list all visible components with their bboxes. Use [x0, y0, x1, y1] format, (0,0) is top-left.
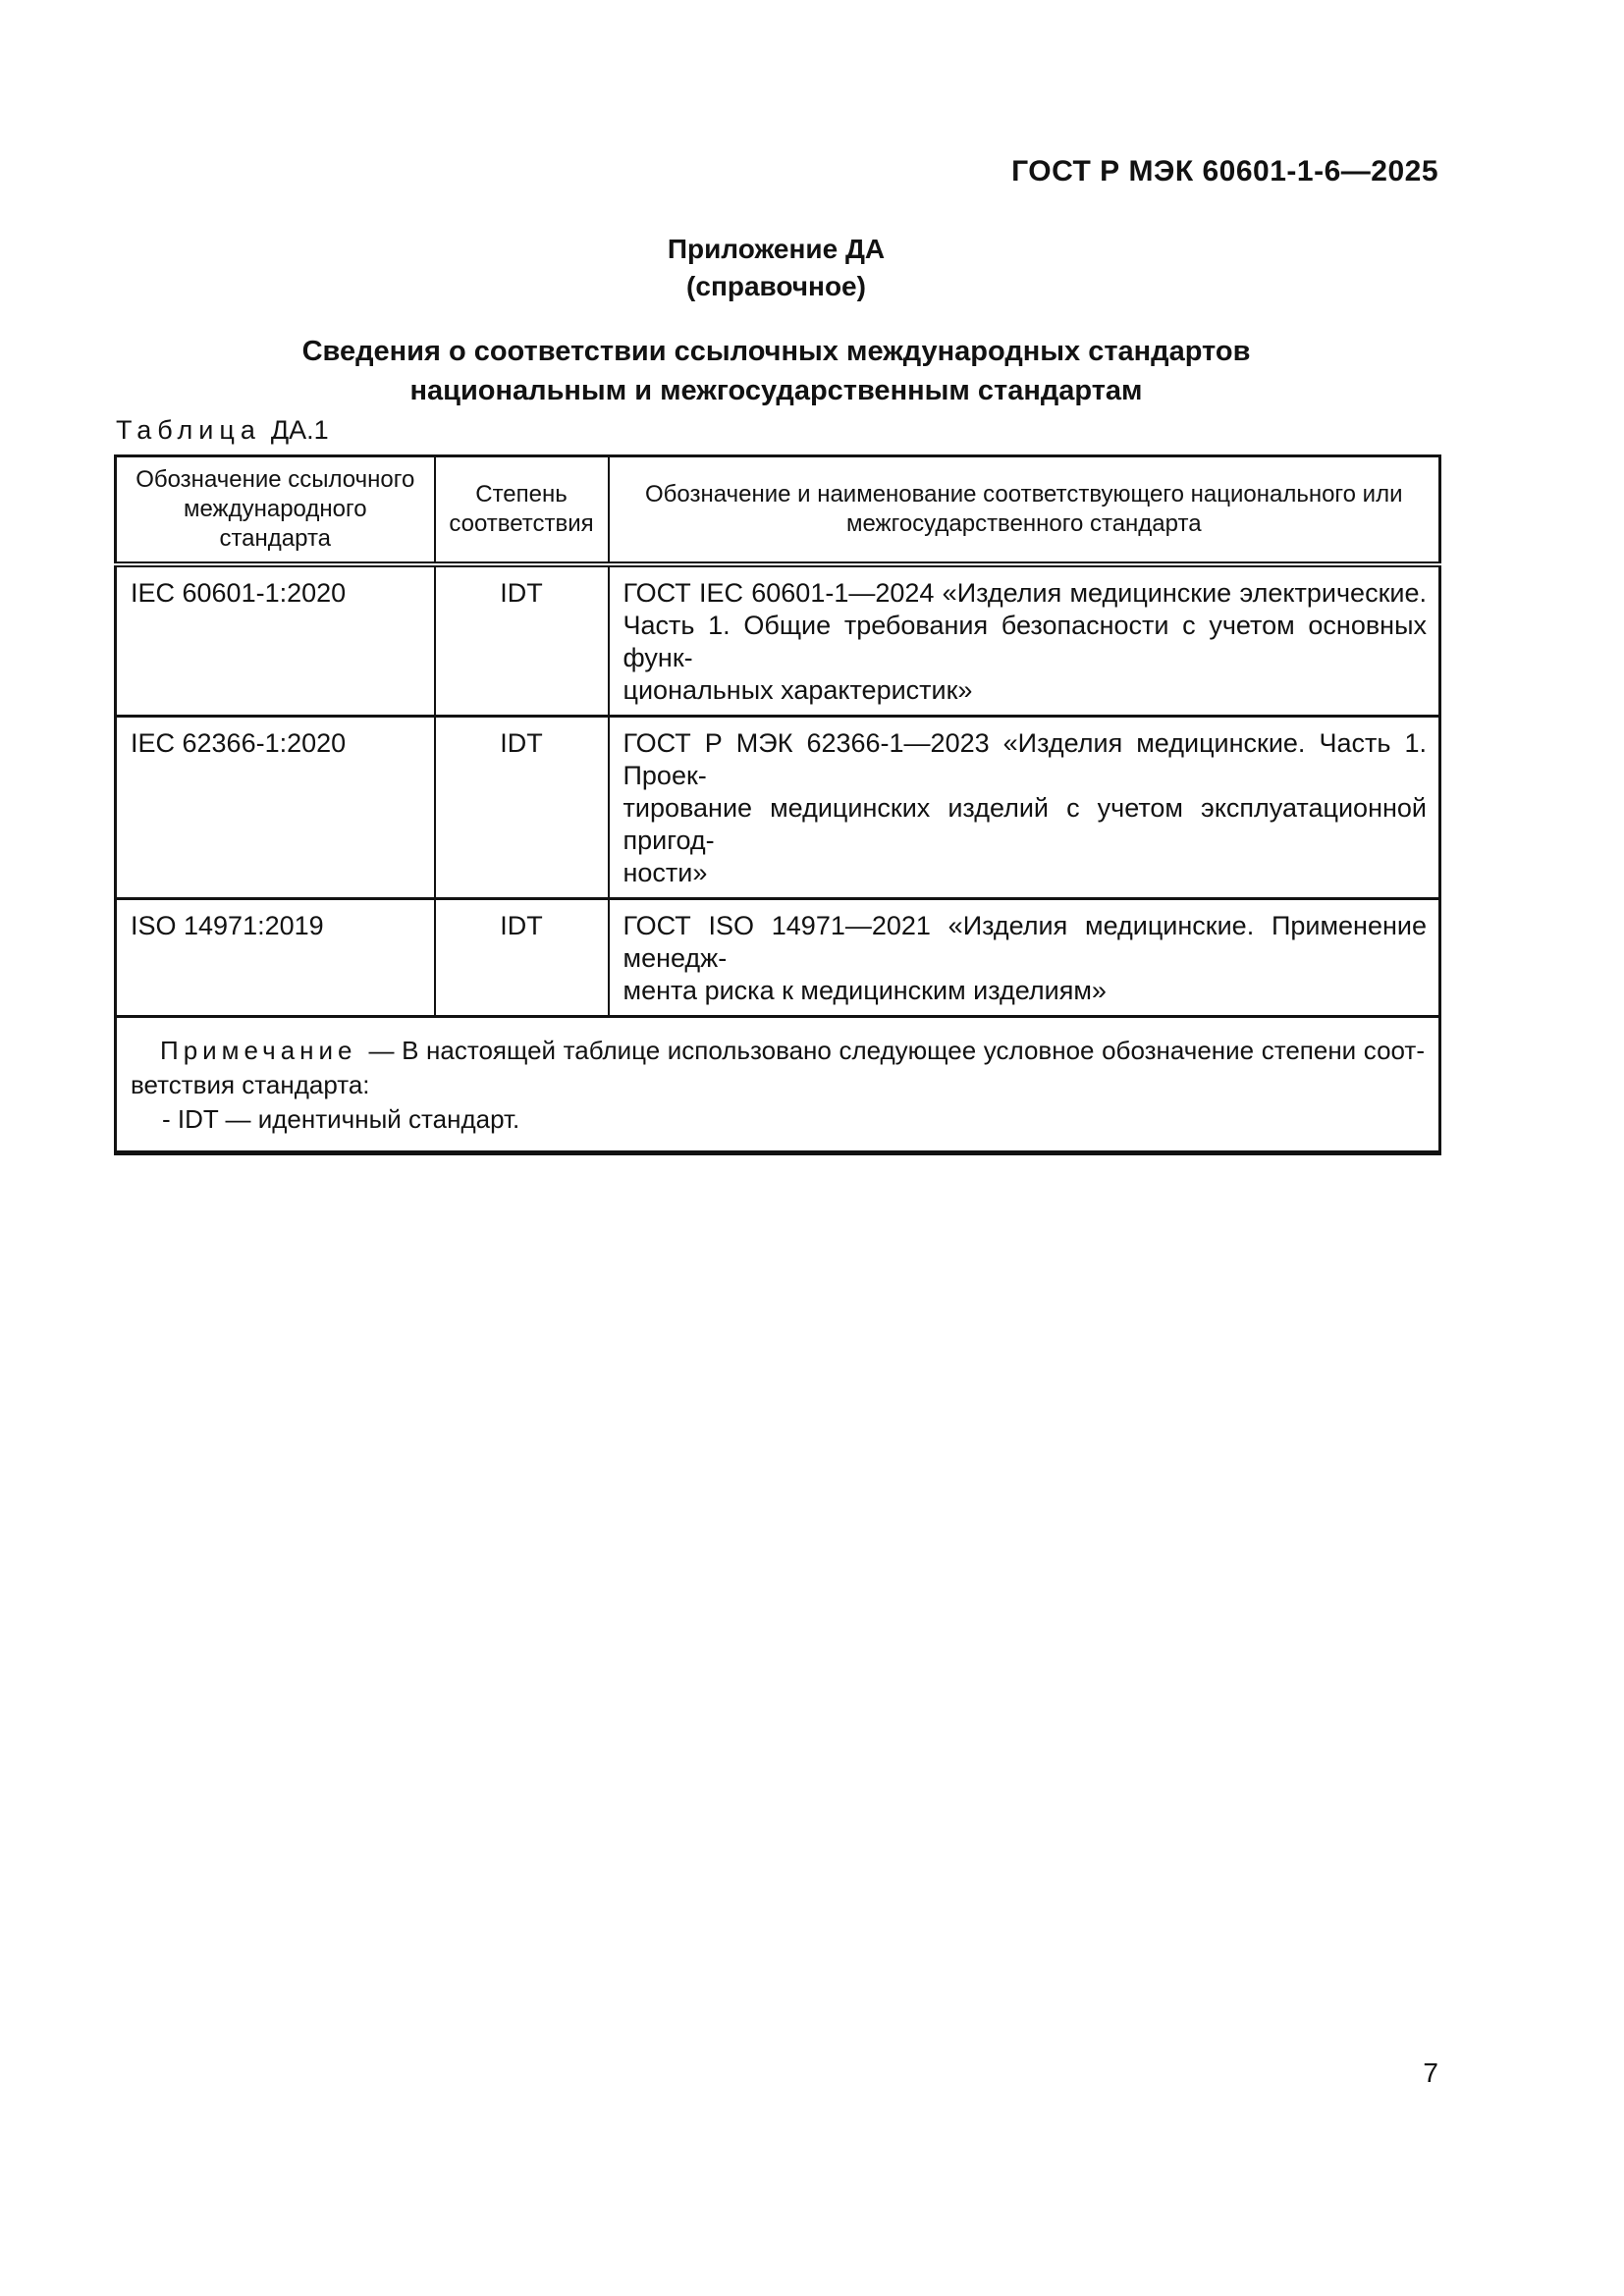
table-header-row: [116, 456, 1440, 565]
cell-degree: IDT: [435, 899, 609, 1017]
table-caption-word: Таблица: [116, 415, 261, 445]
note-line-3: - IDT — идентичный стандарт.: [162, 1104, 520, 1134]
cell-reference-standard: ISO 14971:2019: [116, 899, 435, 1017]
correspondence-table: [114, 454, 1441, 1155]
note-text: — В настоящей таблице использовано следующее условное обозначение степени соот-: [368, 1036, 1425, 1065]
note-line-1: [131, 1034, 1425, 1068]
table-note-row: [116, 1017, 1440, 1153]
table-caption-number: ДА.1: [270, 415, 329, 445]
table-row: [116, 717, 1440, 899]
section-title: [114, 332, 1438, 410]
col-header-reference-standard: Обозначение ссылочного международного стандарта: [116, 456, 435, 565]
cell-national-standard: ГОСТ Р МЭК 62366-1—2023 «Изделия медицинские. Часть 1. Проек- тирование медицинских изделий с учетом эксплуатационной пригод- ности»: [609, 717, 1440, 899]
table-note-cell: [116, 1017, 1440, 1153]
col-header-degree: Степень соответствия: [435, 456, 609, 565]
running-header: ГОСТ Р МЭК 60601-1-6—2025: [1011, 155, 1438, 187]
note-line-2: ветствия стандарта:: [131, 1070, 370, 1099]
page-number: 7: [1423, 2057, 1438, 2088]
appendix-type: (справочное): [686, 271, 866, 301]
cell-reference-standard: IEC 60601-1:2020: [116, 564, 435, 717]
section-title-line2: национальным и межгосударственным стандартам: [409, 375, 1143, 406]
cell-degree: IDT: [435, 717, 609, 899]
table-row: [116, 899, 1440, 1017]
table-row: [116, 564, 1440, 717]
appendix-label: Приложение ДА: [667, 234, 886, 264]
note-label: Примечание: [160, 1036, 357, 1065]
cell-degree: IDT: [435, 564, 609, 717]
section-title-line1: Сведения о соответствии ссылочных международных стандартов: [301, 336, 1251, 367]
table-caption: [116, 415, 329, 446]
col-header-national-standard: Обозначение и наименование соответствующего национального или межгосударственного стандарта: [609, 456, 1440, 565]
cell-reference-standard: IEC 62366-1:2020: [116, 717, 435, 899]
cell-national-standard: ГОСТ ISO 14971—2021 «Изделия медицинские. Применение менедж- мента риска к медицинским изделиям»: [609, 899, 1440, 1017]
cell-national-standard: ГОСТ IEC 60601-1—2024 «Изделия медицинские электрические. Часть 1. Общие требования безопасности с учетом основных функ- циональных характеристик»: [609, 564, 1440, 717]
